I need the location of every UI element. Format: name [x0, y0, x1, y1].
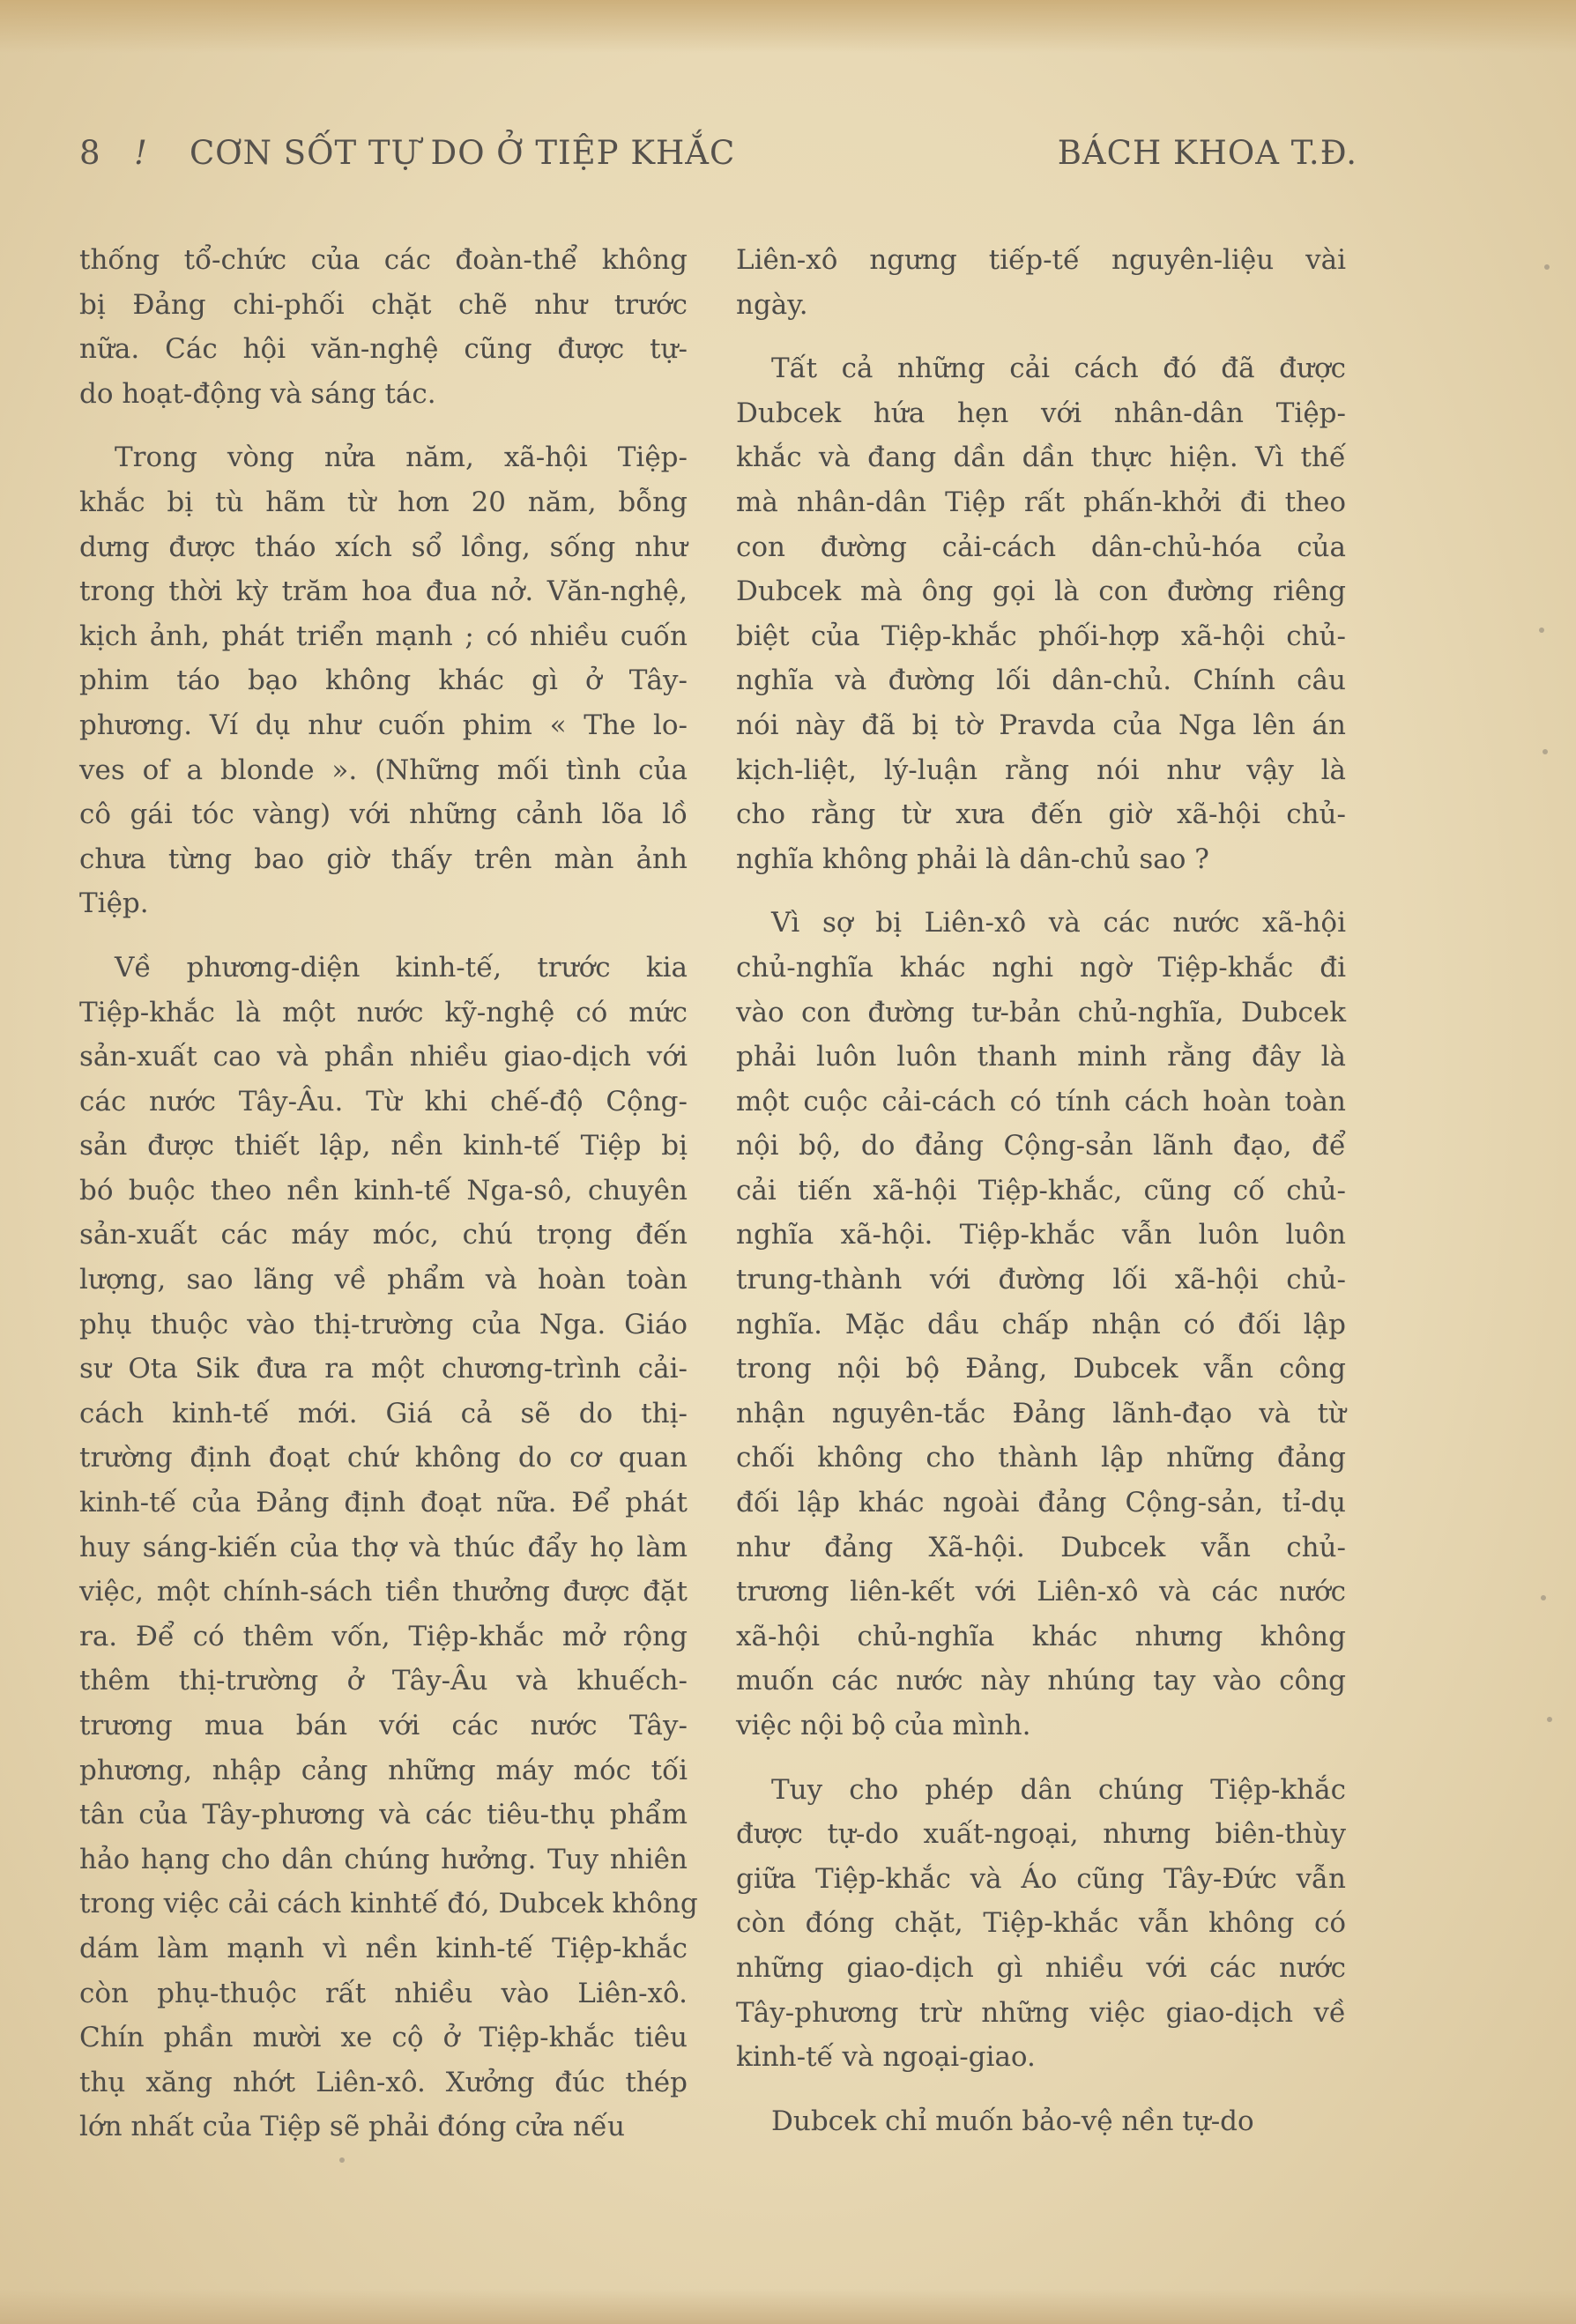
text-line: nghĩa và đường lối dân-chủ. Chính câu — [736, 665, 1346, 697]
text-line: trương liên-kết với Liên-xô và các nước — [736, 1576, 1346, 1608]
paper-speck — [1539, 627, 1544, 633]
running-title: CƠN SỐT TỰ DO Ở TIỆP KHẮC — [190, 134, 736, 172]
text-line: việc, một chính-sách tiền thưởng được đặt — [79, 1576, 688, 1608]
paper-speck — [1547, 1717, 1552, 1722]
text-line: dám làm mạnh vì nền kinh-tế Tiệp-khắc — [79, 1932, 688, 1964]
text-line: trong thời kỳ trăm hoa đua nở. Văn-nghệ, — [79, 575, 688, 608]
paragraph — [79, 946, 698, 2150]
paper-speck — [1544, 264, 1550, 270]
text-line: biệt của Tiệp-khắc phối-hợp xã-hội chủ- — [736, 620, 1346, 652]
text-line: Tây-phương trừ những việc giao-dịch về — [736, 1996, 1346, 2029]
text-line: nghĩa không phải là dân-chủ sao ? — [736, 843, 1209, 875]
text-line: chối không cho thành lập những đảng — [736, 1442, 1346, 1474]
text-line: nói này đã bị tờ Pravda của Nga lên án — [736, 709, 1346, 741]
text-line: Chín phần mười xe cộ ở Tiệp-khắc tiêu — [79, 2022, 688, 2054]
text-line: dưng được tháo xích sổ lồng, sống như — [79, 531, 688, 563]
text-line: vào con đường tư-bản chủ-nghĩa, Dubcek — [736, 996, 1346, 1028]
text-line: trong nội bộ Đảng, Dubcek vẫn công — [736, 1353, 1346, 1385]
text-line: đối lập khác ngoài đảng Cộng-sản, tỉ-dụ — [736, 1487, 1346, 1519]
text-line: tân của Tây-phương và các tiêu-thụ phẩm — [79, 1799, 688, 1831]
text-line: cải tiến xã-hội Tiệp-khắc, cũng cố chủ- — [736, 1174, 1346, 1207]
paragraph — [736, 238, 1346, 327]
text-line: còn đóng chặt, Tiệp-khắc vẫn không có — [736, 1907, 1346, 1940]
page-number: 8 — [79, 134, 101, 172]
page-header — [79, 134, 1357, 187]
text-line: trương mua bán với các nước Tây- — [79, 1710, 688, 1741]
text-line: thụ xăng nhớt Liên-xô. Xưởng đúc thép — [79, 2066, 688, 2098]
paper-speck — [1541, 1595, 1546, 1600]
text-line: được tự-do xuất-ngoại, nhưng biên-thùy — [736, 1818, 1346, 1851]
text-line: con đường cải-cách dân-chủ-hóa của — [736, 531, 1346, 563]
text-line: những giao-dịch gì nhiều với các nước — [736, 1951, 1346, 1984]
text-line: phim táo bạo không khác gì ở Tây- — [79, 665, 688, 697]
text-line: Dubcek mà ông gọi là con đường riêng — [736, 575, 1346, 608]
text-line: như đảng Xã-hội. Dubcek vẫn chủ- — [736, 1531, 1346, 1563]
paragraph — [736, 901, 1346, 1748]
text-line: ves of a blonde ». (Những mối tình của — [79, 754, 688, 786]
text-line: kịch-liệt, lý-luận rằng nói như vậy là — [736, 754, 1346, 786]
text-line: Dubcek chỉ muốn bảo-vệ nền tự-do — [771, 2105, 1254, 2137]
text-line: phải luôn luôn thanh minh rằng đây là — [736, 1041, 1346, 1073]
right-column — [736, 238, 1346, 2163]
text-line: ngày. — [736, 288, 808, 321]
text-line: còn phụ-thuộc rất nhiều vào Liên-xô. — [79, 1977, 688, 2009]
text-line: giữa Tiệp-khắc và Áo cũng Tây-Đức vẫn — [736, 1862, 1346, 1895]
text-line: bị Đảng chi-phối chặt chẽ như trước — [79, 288, 688, 321]
text-line: Trong vòng nửa năm, xã-hội Tiệp- — [115, 442, 688, 474]
text-line: lớn nhất của Tiệp sẽ phải đóng cửa nếu — [79, 2111, 625, 2143]
paragraph — [736, 2099, 1346, 2144]
text-line: sản-xuất các máy móc, chú trọng đến — [79, 1219, 688, 1251]
text-line: trong việc cải cách kinhtế đó, Dubcek không — [79, 1888, 698, 1920]
text-line: Tất cả những cải cách đó đã được — [771, 353, 1346, 385]
text-line: cô gái tóc vàng) với những cảnh lõa lồ — [79, 798, 688, 831]
text-line: nội bộ, do đảng Cộng-sản lãnh đạo, để — [736, 1130, 1346, 1162]
text-line: cho rằng từ xưa đến giờ xã-hội chủ- — [736, 798, 1346, 831]
text-line: cách kinh-tế mới. Giá cả sẽ do thị- — [79, 1397, 688, 1429]
text-line: trung-thành với đường lối xã-hội chủ- — [736, 1264, 1346, 1296]
text-line: Liên-xô ngưng tiếp-tế nguyên-liệu vài — [736, 244, 1346, 276]
text-line: Vì sợ bị Liên-xô và các nước xã-hội — [771, 907, 1346, 939]
text-line: nghĩa. Mặc dầu chấp nhận có đối lập — [736, 1308, 1346, 1340]
text-line: phụ thuộc vào thị-trường của Nga. Giáo — [79, 1308, 688, 1340]
text-line: khắc bị tù hãm từ hơn 20 năm, bỗng — [79, 486, 688, 518]
text-line: Về phương-diện kinh-tế, trước kia — [115, 951, 688, 984]
text-line: nữa. Các hội văn-nghệ cũng được tự- — [79, 333, 688, 366]
text-line: Tiệp-khắc là một nước kỹ-nghệ có mức — [79, 996, 688, 1028]
text-line: kinh-tế của Đảng định đoạt nữa. Để phát — [79, 1487, 688, 1519]
text-line: phương, nhập cảng những máy móc tối — [79, 1754, 688, 1786]
text-line: chưa từng bao giờ thấy trên màn ảnh — [79, 843, 688, 875]
left-column — [79, 238, 698, 2169]
text-line: Tiệp. — [79, 887, 149, 920]
text-line: kinh-tế và ngoại-giao. — [736, 2041, 1036, 2074]
text-line: phương. Ví dụ như cuốn phim « The lo- — [79, 709, 688, 741]
paragraph — [79, 435, 688, 926]
paragraph — [736, 1768, 1346, 2080]
text-line: Dubcek hứa hẹn với nhân-dân Tiệp- — [736, 397, 1346, 429]
text-line: thống tổ-chức của các đoàn-thể không — [79, 244, 688, 276]
text-line: việc nội bộ của mình. — [736, 1710, 1031, 1741]
text-line: thêm thị-trường ở Tây-Âu và khuếch- — [79, 1665, 688, 1697]
text-line: trường định đoạt chứ không do cơ quan — [79, 1442, 688, 1474]
paragraph — [79, 238, 688, 416]
text-line: bó buộc theo nền kinh-tế Nga-sô, chuyên — [79, 1174, 688, 1207]
text-line: sản-xuất cao và phần nhiều giao-dịch với — [79, 1041, 688, 1073]
paper-speck — [339, 2157, 345, 2163]
paper-speck — [1543, 749, 1548, 754]
text-line: hảo hạng cho dân chúng hưởng. Tuy nhiên — [79, 1843, 688, 1875]
text-line: khắc và đang dần dần thực hiện. Vì thế — [736, 442, 1346, 474]
text-line: kịch ảnh, phát triển mạnh ; có nhiều cuốn — [79, 620, 688, 652]
text-line: nhận nguyên-tắc Đảng lãnh-đạo và từ — [736, 1397, 1346, 1429]
text-line: xã-hội chủ-nghĩa khác nhưng không — [736, 1620, 1346, 1652]
text-line: muốn các nước này nhúng tay vào công — [736, 1665, 1346, 1697]
text-line: Tuy cho phép dân chúng Tiệp-khắc — [771, 1773, 1346, 1806]
text-line: chủ-nghĩa khác nghi ngờ Tiệp-khắc đi — [736, 951, 1346, 984]
text-line: huy sáng-kiến của thợ và thúc đẩy họ làm — [79, 1531, 688, 1563]
text-line: sư Ota Sik đưa ra một chương-trình cải- — [79, 1353, 688, 1385]
journal-name: BÁCH KHOA T.Đ. — [1057, 134, 1357, 172]
header-separator: ! — [134, 134, 148, 172]
text-line: lượng, sao lãng về phẩm và hoàn toàn — [79, 1264, 688, 1296]
text-line: các nước Tây-Âu. Từ khi chế-độ Cộng- — [79, 1085, 688, 1117]
text-line: một cuộc cải-cách có tính cách hoàn toàn — [736, 1085, 1346, 1117]
text-line: sản được thiết lập, nền kinh-tế Tiệp bị — [79, 1130, 688, 1162]
paragraph — [736, 346, 1346, 881]
text-line: ra. Để có thêm vốn, Tiệp-khắc mở rộng — [79, 1620, 688, 1652]
text-line: do hoạt-động và sáng tác. — [79, 377, 436, 410]
text-line: nghĩa xã-hội. Tiệp-khắc vẫn luôn luôn — [736, 1219, 1346, 1251]
text-line: mà nhân-dân Tiệp rất phấn-khởi đi theo — [736, 486, 1346, 518]
